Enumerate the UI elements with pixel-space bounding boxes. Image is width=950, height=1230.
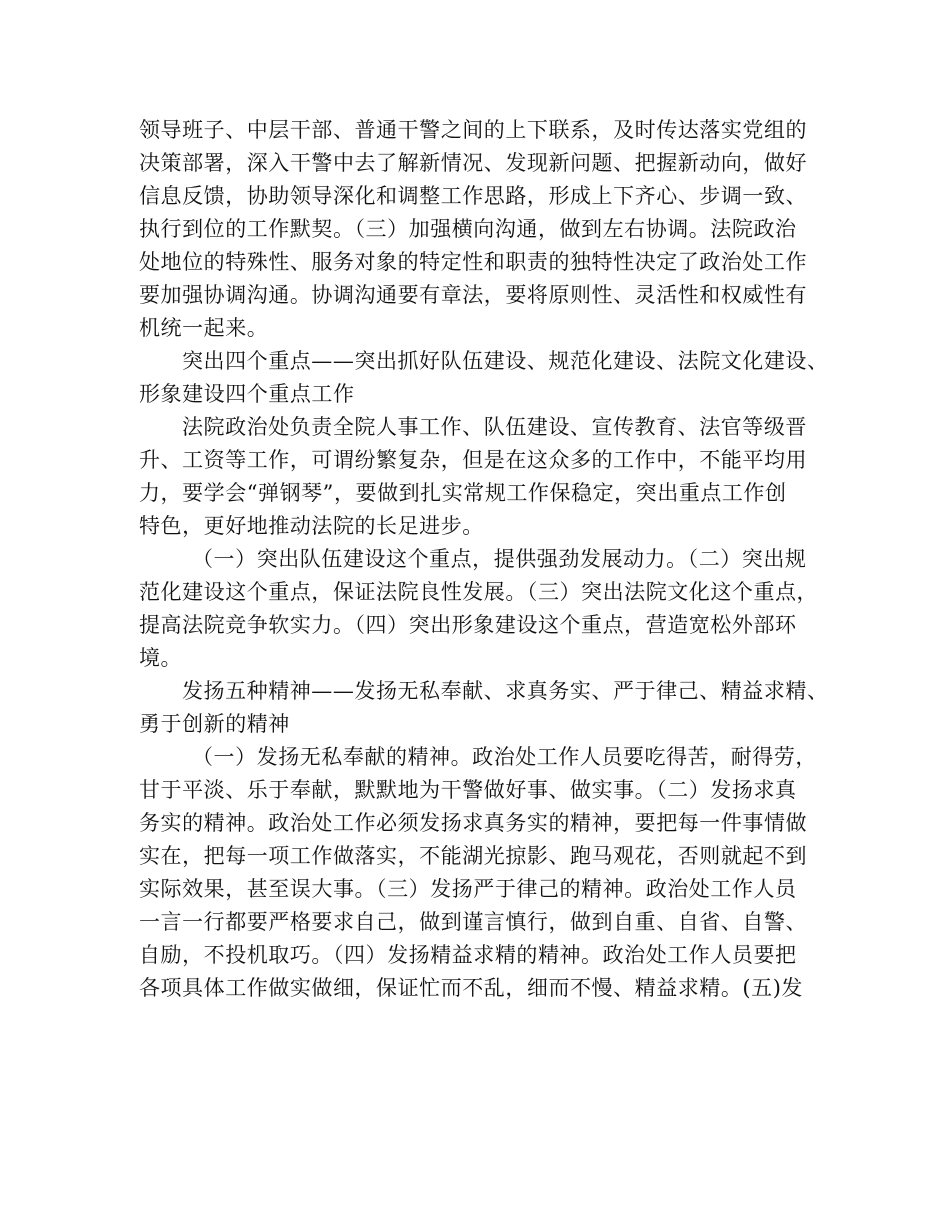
paragraph-line: 法院政治处负责全院人事工作、队伍建设、宣传教育、法官等级晋 <box>182 415 807 439</box>
paragraph-line: 甘于平淡、乐于奉献，默默地为干警做好事、做实事。（二）发扬求真 <box>139 778 797 802</box>
section-heading-line: 发扬五种精神——发扬无私奉献、求真务实、严于律己、精益求精、 <box>182 679 829 703</box>
paragraph-line: 务实的精神。政治处工作必须发扬求真务实的精神，要把每一件事情做 <box>139 811 808 835</box>
paragraph-line: 特色，更好地推动法院的长足进步。 <box>139 514 484 538</box>
paragraph-line: 机统一起来。 <box>139 316 269 340</box>
paragraph-line: （一）发扬无私奉献的精神。政治处工作人员要吃得苦，耐得劳， <box>192 745 817 769</box>
paragraph-line: 提高法院竞争软实力。（四）突出形象建设这个重点，营造宽松外部环 <box>139 613 797 637</box>
section-heading-line: 形象建设四个重点工作 <box>139 382 355 406</box>
paragraph-line: 实在，把每一项工作做落实，不能湖光掠影、跑马观花，否则就起不到 <box>139 844 808 868</box>
paragraph-line: 处地位的特殊性、服务对象的特定性和职责的独特性决定了政治处工作 <box>139 250 808 274</box>
paragraph-line: 范化建设这个重点，保证法院良性发展。（三）突出法院文化这个重点， <box>139 580 819 604</box>
paragraph-line: 自励，不投机取巧。（四）发扬精益求精的精神。政治处工作人员要把 <box>139 943 797 967</box>
paragraph-line: 信息反馈，协助领导深化和调整工作思路，形成上下齐心、步调一致、 <box>139 184 808 208</box>
section-heading-line: 突出四个重点——突出抓好队伍建设、规范化建设、法院文化建设、 <box>182 349 829 373</box>
paragraph-line: 境。 <box>139 646 183 670</box>
paragraph-line: 一言一行都要严格要求自己，做到谨言慎行，做到自重、自省、自警、 <box>139 910 808 934</box>
paragraph-line: （一）突出队伍建设这个重点，提供强劲发展动力。（二）突出规 <box>192 547 807 571</box>
paragraph-line: 执行到位的工作默契。（三）加强横向沟通，做到左右协调。法院政治 <box>139 217 797 241</box>
section-heading-line: 勇于创新的精神 <box>139 712 290 736</box>
paragraph-line: 力，要学会“弹钢琴”，要做到扎实常规工作保稳定，突出重点工作创 <box>139 481 787 505</box>
paragraph-line: 实际效果，甚至误大事。（三）发扬严于律己的精神。政治处工作人员 <box>139 877 797 901</box>
paragraph-line: 决策部署，深入干警中去了解新情况、发现新问题、把握新动向，做好 <box>139 151 808 175</box>
paragraph-line: 各项具体工作做实做细，保证忙而不乱，细而不慢、精益求精。(五)发 <box>139 976 803 1000</box>
paragraph-line: 升、工资等工作，可谓纷繁复杂，但是在这众多的工作中，不能平均用 <box>139 448 808 472</box>
paragraph-line: 领导班子、中层干部、普通干警之间的上下联系，及时传达落实党组的 <box>139 118 808 142</box>
paragraph-line: 要加强协调沟通。协调沟通要有章法，要将原则性、灵活性和权威性有 <box>139 283 808 307</box>
